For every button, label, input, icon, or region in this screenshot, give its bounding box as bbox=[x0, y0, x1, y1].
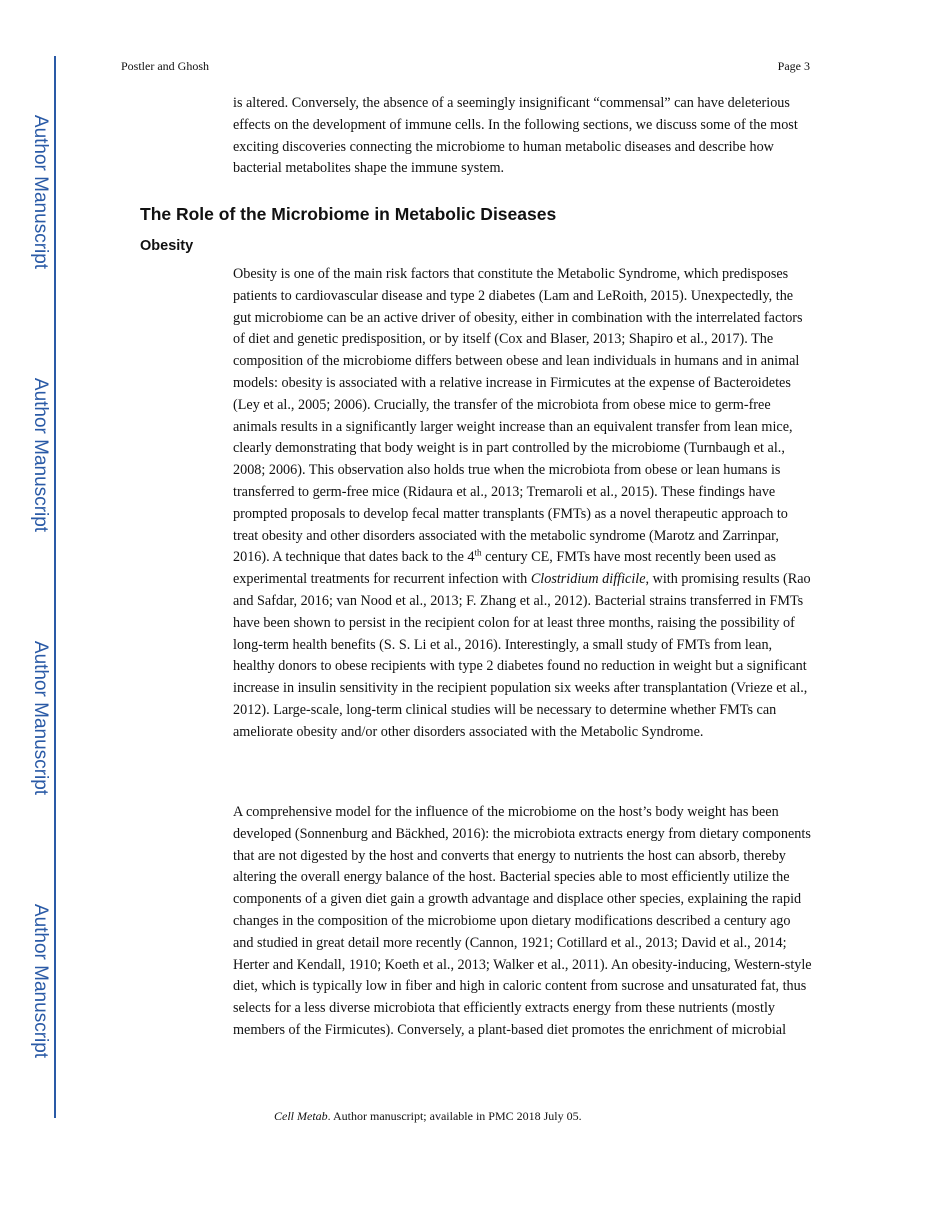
paragraph-obesity-1 bbox=[233, 264, 813, 744]
paragraph-obesity-2 bbox=[233, 802, 813, 1042]
sidebar-label-text: Author Manuscript bbox=[30, 640, 51, 796]
para1-part-c: , with promising results (Rao and Safdar, 2016; van Nood et al., 2013; F. Zhang et al., 2012). Bacterial strains transferred in FMTs have been shown to persist in the recipient colon for at least three months, raising the possibility of long-term health benefits (S. S. Li et al., 2016). Interestingly, a small study of FMTs from lean, healthy donors to obese recipients with type 2 diabetes found no reduction in weight but a significant increase in insulin sensitivity in the recipient population six weeks after transplantation (Vrieze et al., 2012). Large-scale, long-term clinical studies will be necessary to determine whether FMTs can ameliorate obesity and/or other disorders associated with the Metabolic Syndrome. bbox=[233, 571, 811, 740]
running-header-authors: Postler and Ghosh bbox=[121, 59, 209, 73]
subsection-heading: Obesity bbox=[140, 238, 194, 254]
paragraph-text bbox=[233, 264, 813, 744]
page-number: Page 3 bbox=[777, 59, 810, 73]
sidebar-label-text: Author Manuscript bbox=[30, 114, 51, 270]
intro-text: is altered. Conversely, the absence of a seemingly insignificant “commensal” can have deleterious effects on the development of immune cells. In the following sections, we discuss some of the most exciting discoveries connecting the microbiome to human metabolic diseases and describe how bacterial metabolites shape the immune system. bbox=[233, 95, 798, 177]
para1-part-a: Obesity is one of the main risk factors that constitute the Metabolic Syndrome, which predisposes patients to cardiovascular disease and type 2 diabetes (Lam and LeRoith, 2015). Unexpectedly, the gut microbiome can be an active driver of obesity, either in combination with the interrelated factors of diet and genetic predisposition, or by itself (Cox and Blaser, 2013; Shapiro et al., 2017). The composition of the microbiome differs between obese and lean individuals in humans and in animal models: obesity is associated with a relative increase in Firmicutes at the expense of Bacteroidetes (Ley et al., 2005; 2006). Crucially, the transfer of the microbiota from obese mice to germ-free animals results in a significantly larger weight increase than an equivalent transfer from lean mice, clearly demonstrating that body weight is in part controlled by the microbiome (Turnbaugh et al., 2008; 2006). This observation also holds true when the microbiota from obese or lean humans is transferred to germ-free mice (Ridaura et al., 2013; Tremaroli et al., 2015). These findings have prompted proposals to develop fecal matter transplants (FMTs) as a novel therapeutic approach to treat obesity and other disorders associated with the metabolic syndrome (Marotz and Zarrinpar, 2016). A technique that dates back to the 4 bbox=[233, 266, 803, 566]
intro-paragraph bbox=[233, 93, 813, 180]
superscript-th: th bbox=[474, 547, 482, 558]
sidebar-rule bbox=[54, 56, 56, 1118]
sidebar-label-text: Author Manuscript bbox=[30, 377, 51, 533]
citation-footer bbox=[274, 1109, 582, 1124]
journal-name: Cell Metab bbox=[274, 1109, 328, 1123]
species-name: Clostridium difficile bbox=[530, 571, 646, 588]
para1-part-b: century CE, FMTs have most recently been used as experimental treatments for recurrent infection with bbox=[233, 549, 777, 588]
section-heading: The Role of the Microbiome in Metabolic Diseases bbox=[140, 204, 557, 224]
citation-rest: . Author manuscript; available in PMC 2018 July 05. bbox=[327, 1109, 582, 1123]
sidebar-label-text: Author Manuscript bbox=[30, 903, 51, 1059]
para2-text: A comprehensive model for the influence of the microbiome on the host’s body weight has been developed (Sonnenburg and Bäckhed, 2016): the microbiota extracts energy from dietary components that are not digested by the host and converts that energy to nutrients the host can absorb, thereby altering the overall energy balance of the host. Bacterial species able to most efficiently utilize the components of a given diet gain a growth advantage and displace other species, explaining the rapid changes in the composition of the microbiome upon dietary modifications described a century ago and studied in great detail more recently (Cannon, 1921; Cotillard et al., 2013; David et al., 2014; Herter and Kendall, 1910; Koeth et al., 2013; Walker et al., 2011). An obesity-inducing, Western-style diet, which is typically low in fiber and high in caloric content from sucrose and unsaturated fat, thus selects for a less diverse microbiota that efficiently extracts energy from these nutrients (mostly members of the Firmicutes). Conversely, a plant-based diet promotes the enrichment of microbial bbox=[233, 804, 812, 1038]
